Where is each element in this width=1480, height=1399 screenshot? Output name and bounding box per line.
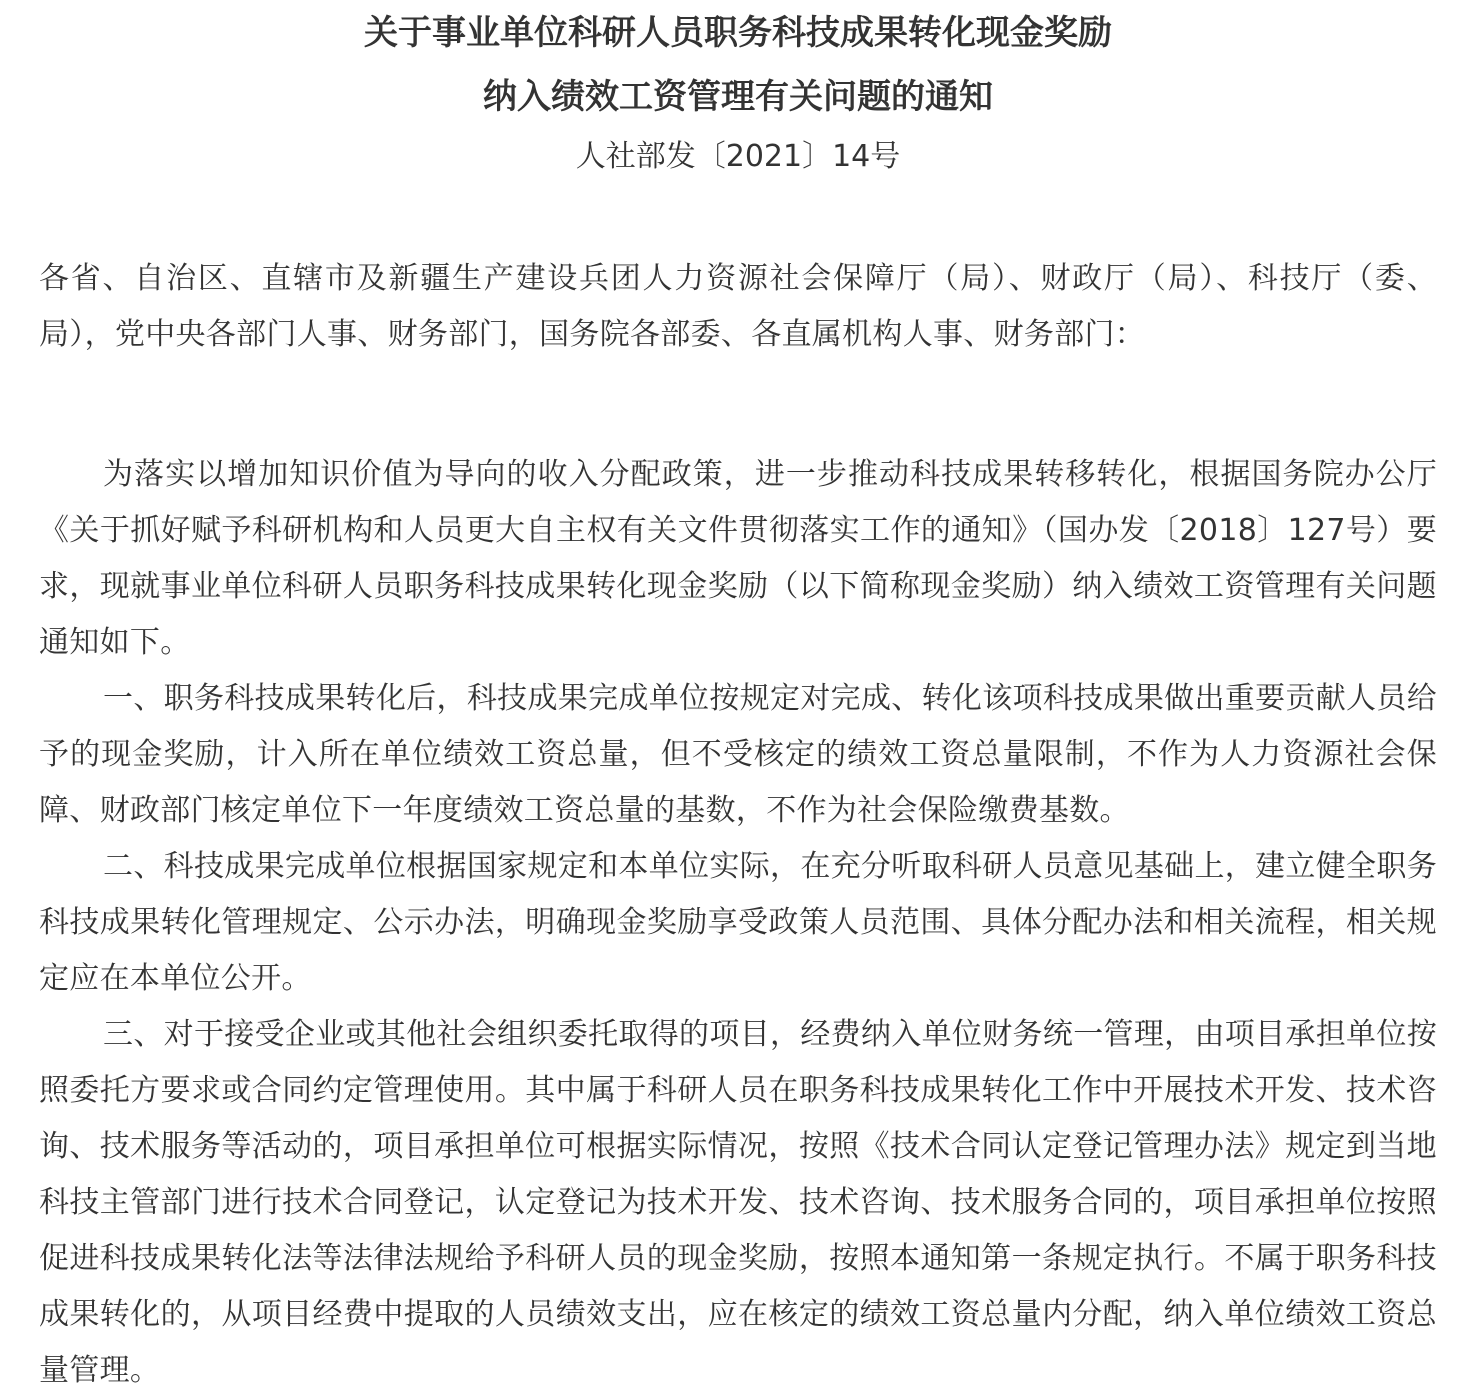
document-number: 人社部发〔2021〕14号	[575, 139, 901, 174]
paragraph-intro: 为落实以增加知识价值为导向的收入分配政策，进一步推动科技成果转移转化，根据国务院办公厅《关于抓好赋予科研机构和人员更大自主权有关文件贯彻落实工作的通知》（国办发〔2018〕127号）要求，现就事业单位科研人员职务科技成果转化现金奖励（以下简称现金奖励）纳入绩效工资管理有关问题通知如下。	[39, 457, 1437, 660]
salutation: 各省、自治区、直辖市及新疆生产建设兵团人力资源社会保障厅（局）、财政厅（局）、科技厅（委、局），党中央各部门人事、财务部门，国务院各部委、各直属机构人事、财务部门：	[39, 261, 1437, 352]
paragraph-item-1: 一、职务科技成果转化后，科技成果完成单位按规定对完成、转化该项科技成果做出重要贡献人员给予的现金奖励，计入所在单位绩效工资总量，但不受核定的绩效工资总量限制，不作为人力资源社会保障、财政部门核定单位下一年度绩效工资总量的基数，不作为社会保险缴费基数。	[39, 681, 1437, 828]
paragraph-item-3: 三、对于接受企业或其他社会组织委托取得的项目，经费纳入单位财务统一管理，由项目承担单位按照委托方要求或合同约定管理使用。其中属于科研人员在职务科技成果转化工作中开展技术开发、技术咨询、技术服务等活动的，项目承担单位可根据实际情况，按照《技术合同认定登记管理办法》规定到当地科技主管部门进行技术合同登记，认定登记为技术开发、技术咨询、技术服务合同的，项目承担单位按照促进科技成果转化法等法律法规给予科研人员的现金奖励，按照本通知第一条规定执行。不属于职务科技成果转化的，从项目经费中提取的人员绩效支出，应在核定的绩效工资总量内分配，纳入单位绩效工资总量管理。	[39, 1017, 1437, 1388]
paragraph-item-2: 二、科技成果完成单位根据国家规定和本单位实际，在充分听取科研人员意见基础上，建立健全职务科技成果转化管理规定、公示办法，明确现金奖励享受政策人员范围、具体分配办法和相关流程，相关规定应在本单位公开。	[39, 849, 1437, 996]
document	[39, 0, 1437, 1399]
document-title-line-2: 纳入绩效工资管理有关问题的通知	[483, 77, 993, 117]
document-title-line-1: 关于事业单位科研人员职务科技成果转化现金奖励	[364, 13, 1112, 53]
